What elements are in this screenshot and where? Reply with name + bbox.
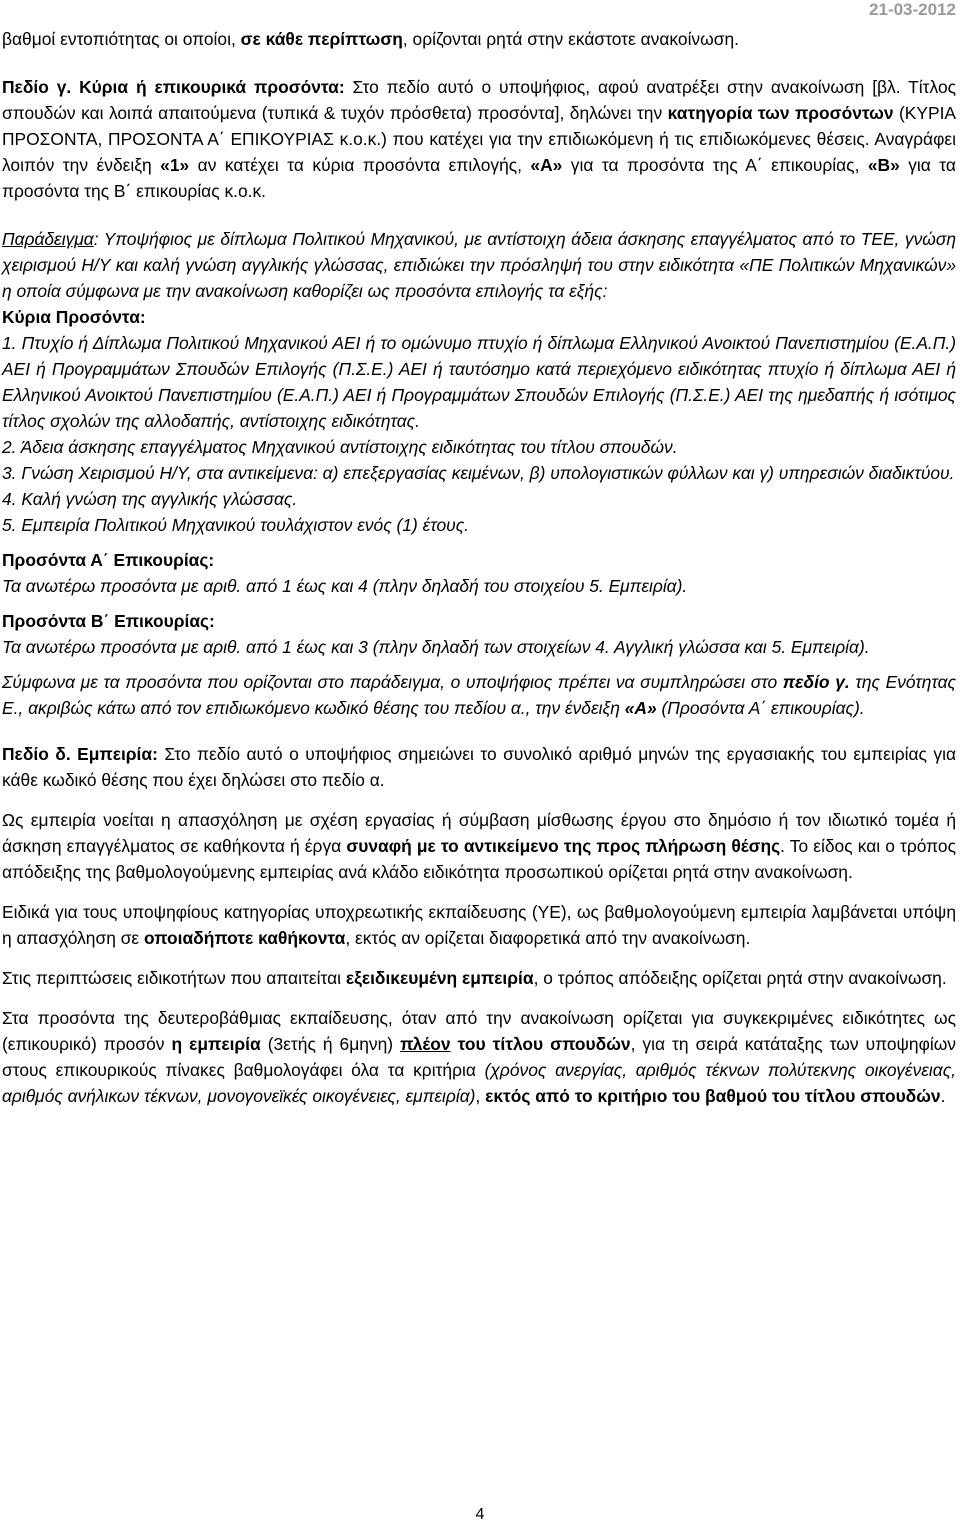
page-number: 4: [475, 1506, 485, 1523]
list-item: 3. Γνώση Χειρισμού Η/Υ, στα αντικείμενα: α) επεξεργασίας κειμένων, β) υπολογιστικών φύλλων και γ) υπηρεσιών διαδικτύου.: [2, 463, 955, 483]
document-body: [2, 26, 956, 1109]
example-intro: [2, 226, 956, 304]
paragraph-secondary-education: Στα προσόντα της δευτεροβάθμιας εκπαίδευσης, όταν από την ανακοίνωση ορίζεται για συγκεκριμένες ειδικότητες ως (επικουρικό) προσόν η εμπειρία (3ετής ή 6μηνη) πλέον του τίτλου σπουδών, για τη σειρά κατάταξης των υποψηφίων στους επικουρικούς πίνακες βαθμολογάφει όλα τα κριτήρια (χρόνος ανεργίας, αριθμός τέκνων πολύτεκνης οικογένειας, αριθμός ανήλικων τέκνων, μονογονεϊκές οικογένειες, εμπειρία), εκτός από το κριτήριο του βαθμού του τίτλου σπουδών.: [2, 1008, 956, 1106]
a-support-heading: Προσόντα Α΄ Επικουρίας:: [2, 550, 215, 570]
b-support-heading: Προσόντα Β΄ Επικουρίας:: [2, 611, 215, 631]
paragraph-ye-category: Ειδικά για τους υποψηφίους κατηγορίας υποχρεωτικής εκπαίδευσης (ΥΕ), ως βαθμολογούμενη εμπειρία λαμβάνεται υπόψη η απασχόληση σε οποιαδήποτε καθήκοντα, εκτός αν ορίζεται διαφορετικά από την ανακοίνωση.: [2, 902, 956, 948]
list-item: 4. Καλή γνώση της αγγλικής γλώσσας.: [2, 489, 298, 509]
paragraph-field-d: Πεδίο δ. Εμπειρία: Στο πεδίο αυτό ο υποψήφιος σημειώνει το συνολικό αριθμό μηνών της εργασιακής του εμπειρίας για κάθε κωδικό θέσης που έχει δηλώσει στο πεδίο α.: [2, 744, 956, 790]
a-support-text: Τα ανωτέρω προσόντα με αριθ. από 1 έως και 4 (πλην δηλαδή του στοιχείου 5. Εμπειρία).: [2, 576, 688, 596]
b-support-text: Τα ανωτέρω προσόντα με αριθ. από 1 έως και 3 (πλην δηλαδή των στοιχείων 4. Αγγλική γλώσσα και 5. Εμπειρία).: [2, 637, 870, 657]
paragraph-experience-definition: Ως εμπειρία νοείται η απασχόληση με σχέση εργασίας ή σύμβαση μίσθωσης έργου στο δημόσιο ή τον ιδιωτικό τομέα ή άσκηση επαγγέλματος σε καθήκοντα ή έργα συναφή με το αντικείμενο της προς πλήρωση θέσης. Το είδος και ο τρόπος απόδειξης της βαθμολογούμενης εμπειρίας ανά κλάδο ειδικότητα προσωπικού ορίζεται ρητά στην ανακοίνωση.: [2, 810, 956, 882]
main-qualifications-heading: Κύρια Προσόντα:: [2, 307, 146, 327]
paragraph-specialized-experience: Στις περιπτώσεις ειδικοτήτων που απαιτείται εξειδικευμένη εμπειρία, ο τρόπος απόδειξης ορίζεται ρητά στην ανακοίνωση.: [2, 968, 947, 988]
paragraph-intro: βαθμοί εντοπιότητας οι οποίοι, σε κάθε περίπτωση, ορίζονται ρητά στην εκάστοτε ανακοίνωση.: [2, 29, 739, 49]
header-date: 21-03-2012: [869, 0, 956, 19]
qualifications-list: [2, 330, 956, 538]
example-label: Παράδειγμα: [2, 229, 94, 249]
paragraph-field-c: Πεδίο γ. Κύρια ή επικουρικά προσόντα: Στο πεδίο αυτό ο υποψήφιος, αφού ανατρέξει στην ανακοίνωση [βλ. Τίτλος σπουδών και λοιπά απαιτούμενα (τυπικά & τυχόν πρόσθετα) προσόντα], δηλώνει την κατηγορία των προσόντων (ΚΥΡΙΑ ΠΡΟΣΟΝΤΑ, ΠΡΟΣΟΝΤΑ Α΄ ΕΠΙΚΟΥΡΙΑΣ κ.ο.κ.) που κατέχει για την επιδιωκόμενη ή τις επιδιωκόμενες θέσεις. Αναγράφει λοιπόν την ένδειξη «1» αν κατέχει τα κύρια προσόντα επιλογής, «Α» για τα προσόντα της Α΄ επικουρίας, «Β» για τα προσόντα της Β΄ επικουρίας κ.ο.κ.: [2, 77, 956, 201]
example-intro-text: : Υποψήφιος με δίπλωμα Πολιτικού Μηχανικού, με αντίστοιχη άδεια άσκησης επαγγέλματος από το ΤΕΕ, γνώση χειρισμού Η/Υ και καλή γνώση αγγλικής γλώσσας, επιδιώκει την πρόσληψή του στην ειδικότητα «ΠΕ Πολιτικών Μηχανικών» η οποία σύμφωνα με την ανακοίνωση καθορίζει ως προσόντα επιλογής τα εξής:: [2, 229, 956, 301]
list-item: 2. Άδεια άσκησης επαγγέλματος Μηχανικού αντίστοιχης ειδικότητας του τίτλου σπουδών.: [2, 437, 678, 457]
list-item: 5. Εμπειρία Πολιτικού Μηχανικού τουλάχιστον ενός (1) έτους.: [2, 515, 469, 535]
list-item: 1. Πτυχίο ή Δίπλωμα Πολιτικού Μηχανικού ΑΕΙ ή το ομώνυμο πτυχίο ή δίπλωμα Ελληνικού Ανοικτού Πανεπιστημίου (Ε.Α.Π.) ΑΕΙ ή Προγραμμάτων Σπουδών Επιλογής (Π.Σ.Ε.) ΑΕΙ ή ταυτόσημο κατά περιεχόμενο ειδικότητας πτυχίο ή δίπλωμα ΑΕΙ ή Ελληνικού Ανοικτού Πανεπιστημίου (Ε.Α.Π.) ΑΕΙ ή Προγραμμάτων Σπουδών Επιλογής (Π.Σ.Ε.) ΑΕΙ της ημεδαπής ή ισότιμος τίτλος σχολών της αλλοδαπής, αντίστοιχης ειδικότητας.: [2, 333, 956, 431]
example-conclusion: Σύμφωνα με τα προσόντα που ορίζονται στο παράδειγμα, ο υποψήφιος πρέπει να συμπληρώσει στο πεδίο γ. της Ενότητας Ε., ακριβώς κάτω από τον επιδιωκόμενο κωδικό θέσης του πεδίου α., την ένδειξη «Α» (Προσόντα Α΄ επικουρίας).: [2, 672, 956, 718]
example-block: [2, 226, 956, 721]
